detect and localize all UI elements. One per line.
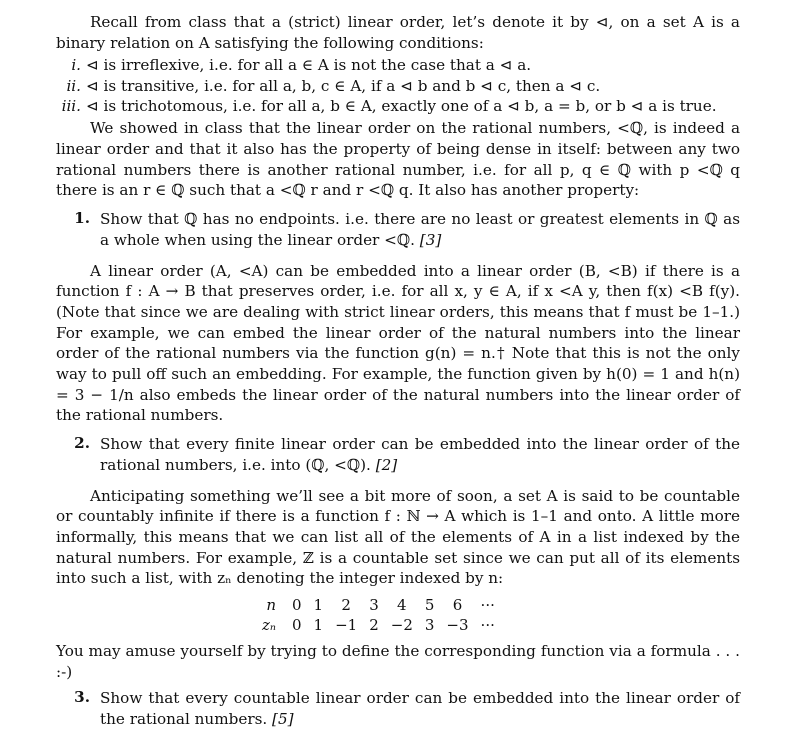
table-row [256,595,501,615]
table-cell: 3 [424,616,435,635]
table-cell: −2 [390,616,413,635]
condition-item [56,96,740,116]
condition-item [56,55,740,75]
embedding-paragraph: A linear order (A, <A) can be embedded into a linear order (B, <B) if there is a function f : A → B that preserves order, i.e. for all x, y ∈ A, if x <A y, then f(x) <B f(y). (Note that since we are dealing with strict linear orders, this means that f must be 1–1.) For example, we can embed the linear order of the natural numbers into the linear order of the rational numbers via the function g(n) = n.† Note that this is not the only way to pull off such an embedding. For example, the function given by h(0) = 1 and h(n) = 3 − 1/n also embeds the linear order of the natural numbers into the linear order of the rational numbers. [56,261,740,425]
table-cell: 1 [313,616,324,635]
exercise-2 [56,434,740,475]
table-cell: −3 [446,616,469,635]
exercise-3 [56,688,740,729]
table-cell: 2 [341,596,351,615]
condition-item [56,76,740,96]
table-cell: 1 [313,596,324,615]
table-cell: 3 [369,596,379,615]
exercise-number: 2. [74,434,90,453]
table-cell: 5 [424,596,435,615]
condition-number: i. [71,56,81,75]
intro-paragraph: Recall from class that a (strict) linear order, let’s denote it by ⊲, on a set A is a binary relation on A satisfying the following conditions: [56,13,740,52]
condition-text: ⊲ is transitive, i.e. for all a, b, c ∈ A, if a ⊲ b and b ⊲ c, then a ⊲ c. [86,76,601,95]
table-cell: 2 [369,616,379,635]
table-row-label: zₙ [262,616,276,635]
document-page [56,12,740,740]
exercise-score: [5] [272,710,294,729]
condition-number: iii. [61,97,81,115]
exercise-number: 3. [74,688,90,707]
condition-text: ⊲ is irreflexive, i.e. for all a ∈ A is not the case that a ⊲ a. [86,56,532,75]
exercise-text: Show that ℚ has no endpoints. i.e. there are no least or greatest elements in ℚ as a whole when using the linear order <ℚ. [100,210,740,249]
table-cell: 4 [397,596,407,615]
condition-number: ii. [66,76,81,95]
rationals-paragraph: We showed in class that the linear order on the rational numbers, <ℚ, is indeed a linear order and that it also has the property of being dense in itself: between any two rational numbers there is another rational number, i.e. for all p, q ∈ ℚ with p <ℚ q there is an r ∈ ℚ such that a <ℚ r and r <ℚ q. It also has another property: [56,119,740,200]
table-cell: 0 [291,596,302,615]
table-cell: 6 [452,596,463,615]
exercise-1 [56,209,740,250]
table-cell: ··· [480,616,495,635]
countable-paragraph: Anticipating something we’ll see a bit more of soon, a set A is said to be countable or countably infinite if there is a function f : ℕ → A which is 1–1 and onto. A little more informally, this means that we can list all of the elements of A in a list indexed by the natural numbers. For example, ℤ is a countable set since we can put all of its elements into such a list, with zₙ denoting the integer indexed by n: [56,486,740,588]
exercise-score: [3] [419,230,442,249]
conditions-list [56,55,740,116]
condition-text: ⊲ is trichotomous, i.e. for all a, b ∈ A, exactly one of a ⊲ b, a = b, or b ⊲ a is true. [86,97,717,115]
exercise-text: Show that every countable linear order can be embedded into the linear order of the rational numbers. [100,689,740,729]
integer-list-table [256,595,501,635]
table-cell: ··· [480,596,495,615]
amuse-paragraph: You may amuse yourself by trying to define the corresponding function via a formula . . . :-) [56,642,740,681]
exercise-text: Show that every finite linear order can be embedded into the linear order of the rational numbers, i.e. into (ℚ, <ℚ). [100,435,740,474]
exercise-score: [2] [375,455,398,474]
table-cell: 0 [291,616,302,635]
exercise-number: 1. [74,209,90,228]
table-row [256,615,501,635]
table-cell: −1 [335,616,358,635]
table-row-label: n [266,596,276,615]
